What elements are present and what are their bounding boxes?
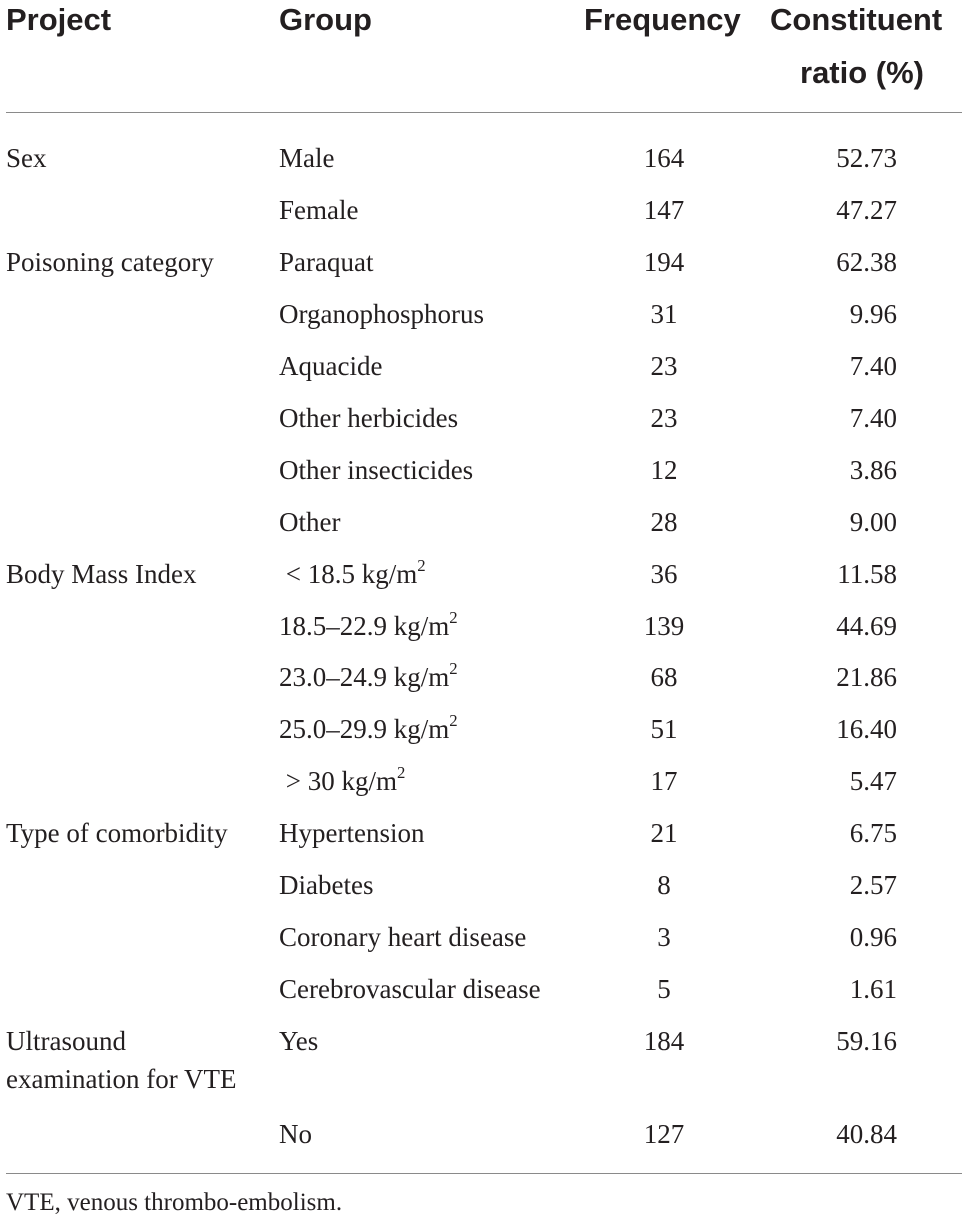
frequency-cell: 31	[650, 299, 678, 329]
ratio-cell: 7.40	[849, 403, 897, 433]
ratio-cell: 52.73	[836, 143, 897, 173]
ratio-cell: 40.84	[836, 1119, 897, 1149]
frequency-cell: 194	[643, 247, 685, 277]
group-cell	[279, 555, 426, 589]
group-cell	[279, 658, 458, 692]
unit-exponent: 2	[417, 555, 426, 575]
group-cell	[279, 710, 458, 744]
frequency-cell: 68	[650, 662, 678, 692]
ratio-cell: 11.58	[837, 559, 897, 589]
group-label: Diabetes	[279, 870, 374, 900]
group-cell	[279, 195, 358, 225]
ratio-cell: 3.86	[849, 455, 897, 485]
group-cell	[279, 351, 382, 381]
frequency-cell: 51	[650, 714, 678, 744]
header-frequency: Frequency	[584, 2, 741, 37]
group-label: Other	[279, 507, 341, 537]
ratio-cell: 59.16	[836, 1026, 897, 1056]
group-label: 18.5–22.9 kg/m	[279, 611, 450, 641]
project-cell: Ultrasound	[6, 1026, 126, 1056]
ratio-cell: 47.27	[836, 195, 897, 225]
unit-exponent: 2	[449, 658, 458, 678]
ratio-cell: 9.96	[849, 299, 897, 329]
header-ratio-line1: Constituent	[770, 2, 943, 37]
frequency-cell: 36	[650, 559, 678, 589]
group-label: Paraquat	[279, 247, 374, 277]
unit-exponent: 2	[396, 762, 406, 782]
group-label: Cerebrovascular disease	[279, 974, 541, 1004]
ratio-cell: 0.96	[849, 922, 897, 952]
frequency-cell: 17	[650, 766, 678, 796]
ratio-cell: 5.47	[849, 766, 897, 796]
group-cell	[279, 1119, 312, 1149]
group-cell	[279, 974, 541, 1004]
group-label: Hypertension	[279, 818, 425, 848]
group-cell	[279, 1026, 318, 1056]
group-label: < 18.5 kg/m	[279, 559, 418, 589]
header-rule	[6, 112, 962, 113]
group-label: Yes	[279, 1026, 319, 1056]
group-cell	[279, 455, 473, 485]
header-group: Group	[279, 2, 372, 37]
project-cell: Sex	[6, 143, 47, 173]
ratio-cell: 1.61	[849, 974, 897, 1004]
frequency-cell: 127	[643, 1119, 685, 1149]
group-cell	[279, 607, 458, 641]
ratio-cell: 62.38	[836, 247, 897, 277]
group-label: Coronary heart disease	[279, 922, 527, 952]
frequency-cell: 139	[643, 611, 685, 641]
group-cell	[279, 247, 373, 277]
frequency-cell: 23	[650, 351, 678, 381]
project-cell: Type of comorbidity	[6, 818, 228, 848]
group-cell	[279, 922, 526, 952]
frequency-cell: 147	[643, 195, 685, 225]
group-label: Organophosphorus	[279, 299, 484, 329]
group-label: Aquacide	[279, 351, 383, 381]
unit-exponent: 2	[449, 607, 458, 627]
group-label: 23.0–24.9 kg/m	[279, 662, 450, 692]
ratio-cell: 44.69	[836, 611, 897, 641]
ratio-cell: 7.40	[849, 351, 897, 381]
group-label: No	[279, 1119, 312, 1149]
bottom-rule	[6, 1173, 962, 1174]
group-cell	[279, 870, 373, 900]
group-label: Female	[279, 195, 359, 225]
group-label: Other herbicides	[279, 403, 459, 433]
project-cell: Poisoning category	[6, 247, 214, 277]
frequency-cell: 21	[650, 818, 678, 848]
ratio-cell: 9.00	[849, 507, 897, 537]
header-project: Project	[6, 2, 112, 37]
group-label: Male	[279, 143, 335, 173]
unit-exponent: 2	[449, 710, 458, 730]
frequency-cell: 28	[650, 507, 678, 537]
frequency-cell: 12	[650, 455, 678, 485]
project-cell: Body Mass Index	[6, 559, 197, 589]
group-cell	[279, 762, 406, 796]
group-cell	[279, 507, 340, 537]
frequency-cell: 3	[657, 922, 671, 952]
frequency-cell: 164	[643, 143, 685, 173]
group-cell	[279, 403, 458, 433]
group-label: 25.0–29.9 kg/m	[279, 714, 450, 744]
ratio-cell: 16.40	[836, 714, 897, 744]
footnote: VTE, venous thrombo-embolism.	[6, 1189, 343, 1216]
frequency-cell: 5	[657, 974, 671, 1004]
ratio-cell: 6.75	[849, 818, 897, 848]
ratio-cell: 2.57	[849, 870, 897, 900]
frequency-cell: 23	[650, 403, 678, 433]
group-label: > 30 kg/m	[279, 766, 397, 796]
group-cell	[279, 818, 424, 848]
project-cell-line2: examination for VTE	[6, 1064, 237, 1094]
frequency-cell: 8	[657, 870, 671, 900]
ratio-cell: 21.86	[836, 662, 897, 692]
header-ratio-line2: ratio (%)	[800, 55, 924, 90]
group-label: Other insecticides	[279, 455, 474, 485]
group-cell	[279, 143, 334, 173]
frequency-cell: 184	[643, 1026, 685, 1056]
group-cell	[279, 299, 484, 329]
